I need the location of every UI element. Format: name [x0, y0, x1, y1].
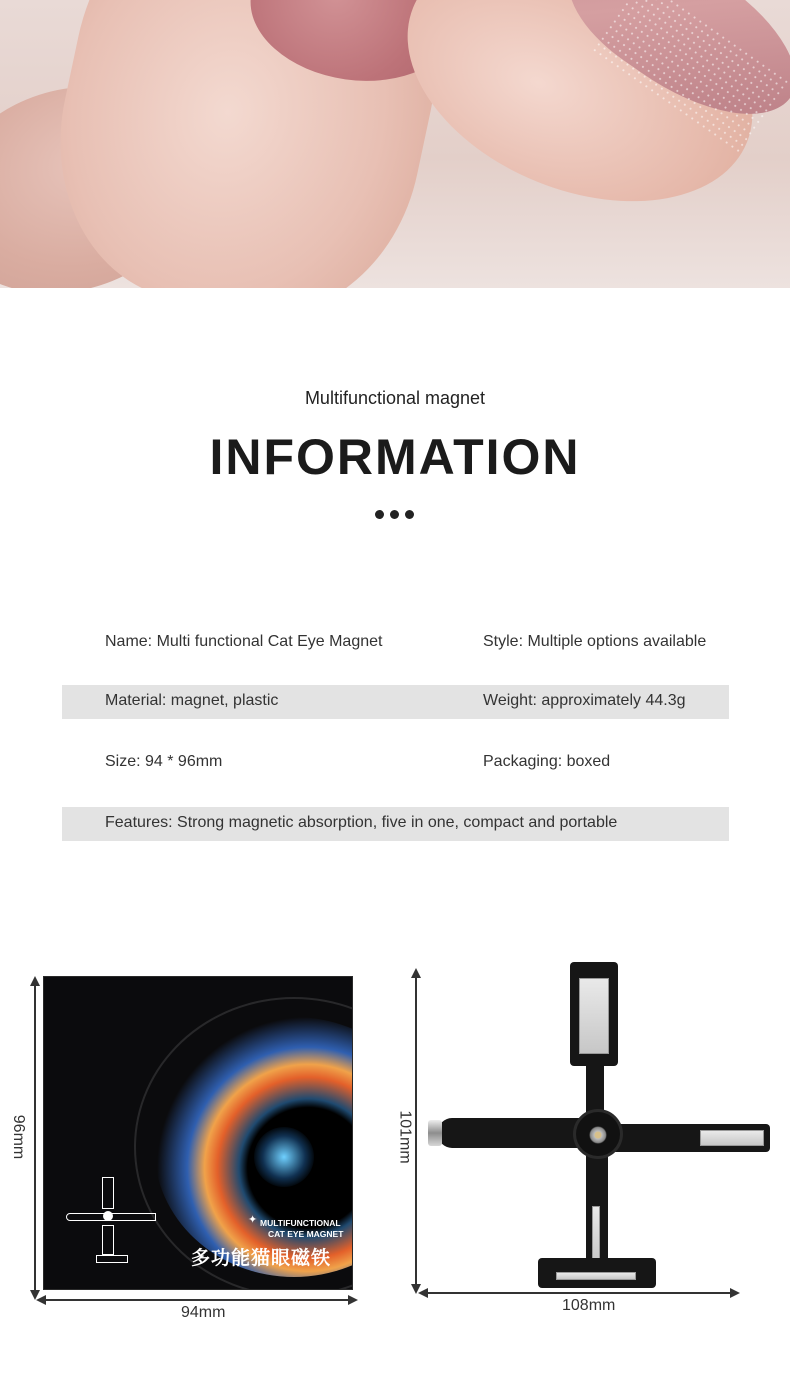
dot — [390, 510, 399, 519]
tool-height-label: 101mm — [396, 1110, 414, 1164]
dimension-line-horizontal — [426, 1292, 732, 1294]
tool-outline — [102, 1177, 114, 1209]
tool-width-label: 108mm — [562, 1297, 616, 1314]
dimension-line-vertical — [34, 984, 36, 1292]
box-width-label: 94mm — [181, 1304, 226, 1321]
magnet-plate — [592, 1206, 600, 1264]
flower-decoration-icon — [589, 1126, 607, 1144]
arrow-left-icon — [36, 1295, 46, 1305]
magnet-plate — [556, 1272, 636, 1280]
spec-row — [62, 685, 729, 719]
arrow-right-icon — [348, 1295, 358, 1305]
magnet-tool-image — [420, 960, 780, 1290]
spec-packaging: Packaging: boxed — [483, 753, 611, 770]
dot — [375, 510, 384, 519]
product-box-image — [44, 977, 352, 1289]
box-label-line: CAT EYE MAGNET — [268, 1229, 344, 1239]
tool-handle — [438, 1118, 586, 1148]
dot — [405, 510, 414, 519]
section-subtitle: Multifunctional magnet — [304, 388, 486, 408]
spec-style: Style: Multiple options available — [483, 633, 707, 650]
spec-size: Size: 94 * 96mm — [105, 753, 223, 770]
spec-weight: Weight: approximately 44.3g — [483, 692, 686, 709]
tool-outline — [96, 1255, 128, 1263]
dimension-line-horizontal — [44, 1299, 350, 1301]
magnet-plate — [579, 978, 609, 1054]
spec-material: Material: magnet, plastic — [105, 692, 279, 709]
box-label-english — [260, 1218, 343, 1240]
spec-name: Name: Multi functional Cat Eye Magnet — [105, 633, 383, 650]
tool-outline-hub — [103, 1211, 113, 1221]
box-label-chinese: 多功能猫眼磁铁 — [191, 1248, 332, 1269]
box-height-label: 96mm — [10, 1114, 28, 1160]
tool-arm-neck — [586, 1060, 604, 1120]
dots-divider — [375, 510, 414, 519]
galaxy-glow — [254, 1127, 314, 1187]
sparkle-icon: ✦ — [248, 1214, 258, 1226]
spec-row — [62, 746, 729, 780]
spec-features: Features: Strong magnetic absorption, five in one, compact and portable — [105, 814, 618, 831]
arrow-up-icon — [30, 976, 40, 986]
section-title: INFORMATION — [209, 429, 581, 485]
tool-metal-tip — [428, 1120, 442, 1146]
box-label-line: MULTIFUNCTIONAL — [260, 1218, 341, 1228]
spec-row — [62, 626, 729, 660]
magnet-plate — [700, 1130, 764, 1146]
arrow-right-icon — [730, 1288, 740, 1298]
spec-row — [62, 807, 729, 841]
arrow-left-icon — [418, 1288, 428, 1298]
tool-outline — [102, 1225, 114, 1255]
hero-nail-photo — [0, 0, 790, 288]
dimension-line-vertical — [415, 976, 417, 1288]
